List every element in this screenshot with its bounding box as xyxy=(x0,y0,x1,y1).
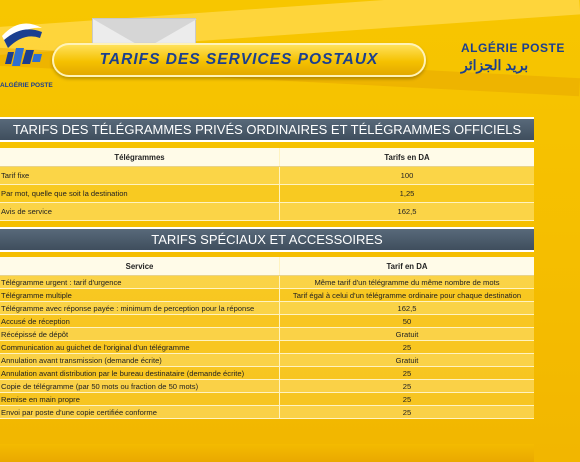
section-title: TARIFS SPÉCIAUX ET ACCESSOIRES xyxy=(151,232,383,247)
table-row xyxy=(0,203,534,221)
table-cell: Télégramme avec réponse payée : minimum de perception pour la réponse xyxy=(0,302,280,314)
table-cell: Tarif égal à celui d'un télégramme ordinaire pour chaque destination xyxy=(292,290,522,300)
table-cell: Accusé de réception xyxy=(0,315,280,327)
table-cell: 162,5 xyxy=(397,303,417,313)
page-title: TARIFS DES SERVICES POSTAUX xyxy=(99,51,379,68)
telegrammes-table xyxy=(0,148,534,221)
table-cell: 25 xyxy=(402,394,412,404)
table-cell: Gratuit xyxy=(395,355,419,365)
table-cell: 100 xyxy=(400,171,414,180)
table-row xyxy=(0,276,534,289)
table-row xyxy=(0,289,534,302)
table-cell: Copie de télégramme (par 50 mots ou fraction de 50 mots) xyxy=(0,380,280,392)
column-header: Tarif en DA xyxy=(386,261,428,271)
table-row xyxy=(0,341,534,354)
table-row xyxy=(0,406,534,419)
column-header: Tarifs en DA xyxy=(384,152,430,162)
table-row xyxy=(0,167,534,185)
logo-caption: ALGÉRIE POSTE xyxy=(0,82,53,89)
table-cell: 25 xyxy=(402,342,412,352)
table-cell: Envoi par poste d'une copie certifiée conforme xyxy=(0,406,280,418)
table-cell: Annulation avant transmission (demande écrite) xyxy=(0,354,280,366)
table-cell: 50 xyxy=(402,316,412,326)
table-row xyxy=(0,185,534,203)
table-cell: Remise en main propre xyxy=(0,393,280,405)
speciaux-table xyxy=(0,257,534,419)
column-header: Télégrammes xyxy=(0,148,280,166)
table-row xyxy=(0,393,534,406)
table-row xyxy=(0,328,534,341)
table-cell: 162,5 xyxy=(397,207,417,216)
table-row xyxy=(0,380,534,393)
table-cell: 25 xyxy=(402,407,412,417)
table-cell: Communication au guichet de l'original d'un télégramme xyxy=(0,341,280,353)
section-header-telegrammes xyxy=(0,117,534,142)
title-banner xyxy=(52,43,426,77)
table-row xyxy=(0,302,534,315)
section-header-speciaux xyxy=(0,227,534,252)
table-row xyxy=(0,367,534,380)
table-row xyxy=(0,315,534,328)
algerie-poste-logo xyxy=(0,18,44,90)
table-cell: Gratuit xyxy=(395,329,419,339)
table-cell: Avis de service xyxy=(0,203,280,220)
table-cell: Tarif fixe xyxy=(0,167,280,184)
footer-decoration xyxy=(0,444,534,462)
table-cell: 1,25 xyxy=(399,189,415,198)
table-cell: Annulation avant distribution par le bureau destinataire (demande écrite) xyxy=(0,367,280,379)
table-cell: Récépissé de dépôt xyxy=(0,328,280,340)
table-header-row xyxy=(0,148,534,167)
table-cell: Télégramme multiple xyxy=(0,289,280,301)
table-header-row xyxy=(0,257,534,276)
section-title: TARIFS DES TÉLÉGRAMMES PRIVÉS ORDINAIRES ET TÉLÉGRAMMES OFFICIELS xyxy=(12,122,522,137)
table-cell: Même tarif d'un télégramme du même nombre de mots xyxy=(314,277,500,287)
table-cell: 25 xyxy=(402,368,412,378)
brand-name-french: ALGÉRIE POSTE xyxy=(461,41,565,55)
table-cell: Par mot, quelle que soit la destination xyxy=(0,185,280,202)
table-cell: Télégramme urgent : tarif d'urgence xyxy=(0,276,280,288)
table-cell: 25 xyxy=(402,381,412,391)
brand-name-arabic: بريد الجزائر xyxy=(461,57,529,73)
table-row xyxy=(0,354,534,367)
column-header: Service xyxy=(0,257,280,275)
page-header xyxy=(0,0,565,98)
